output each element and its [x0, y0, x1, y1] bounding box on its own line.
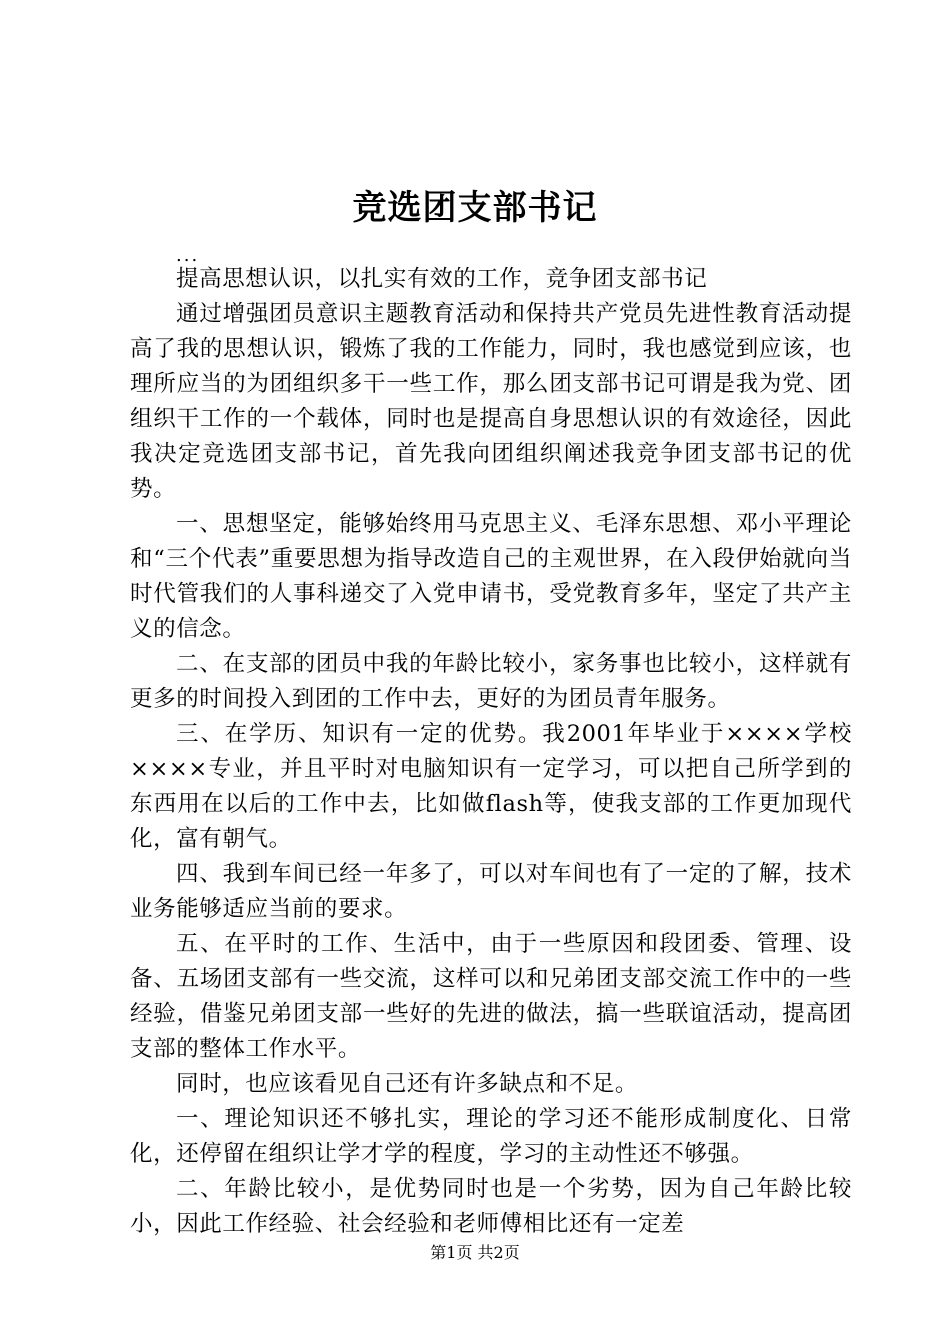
paragraph-subtitle: 提高思想认识，以扎实有效的工作，竞争团支部书记 [176, 266, 708, 292]
paragraph-shortcoming-1: 一、理论知识还不够扎实，理论的学习还不能形成制度化、日常化，还停留在组织让学才学的程度，学习的主动性还不够强。 [130, 1106, 852, 1167]
paragraph-advantage-4: 四、我到车间已经一年多了，可以对车间也有了一定的了解，技术业务能够适应当前的要求。 [130, 861, 852, 922]
document-title: 竞选团支部书记 [352, 188, 598, 228]
document-body [130, 262, 852, 1242]
paragraph-shortcoming-2: 二、年龄比较小，是优势同时也是一个劣势，因为自己年龄比较小，因此工作经验、社会经验和老师傅相比还有一定差 [130, 1176, 852, 1237]
paragraph-advantage-2: 二、在支部的团员中我的年龄比较小，家务事也比较小，这样就有更多的时间投入到团的工作中去，更好的为团员青年服务。 [130, 651, 852, 712]
page-number: 第1页 共2页 [430, 1243, 520, 1262]
paragraph-advantage-3: 三、在学历、知识有一定的优势。我2001年毕业于××××学校××××专业，并且平时对电脑知识有一定学习，可以把自己所学到的东西用在以后的工作中去，比如做flash等，使我支部的工作更加现代化，富有朝气。 [130, 721, 852, 852]
paragraph-intro: 通过增强团员意识主题教育活动和保持共产党员先进性教育活动提高了我的思想认识，锻炼了我的工作能力，同时，我也感觉到应该，也理所应当的为团组织多干一些工作，那么团支部书记可谓是我为党、团组织干工作的一个载体，同时也是提高自身思想认识的有效途径，因此我决定竞选团支部书记，首先我向团组织阐述我竞争团支部书记的优势。 [130, 301, 852, 502]
paragraph-advantage-1: 一、思想坚定，能够始终用马克思主义、毛泽东思想、邓小平理论和“三个代表”重要思想为指导改造自己的主观世界，在入段伊始就向当时代管我们的人事科递交了入党申请书，受党教育多年，坚定了共产主义的信念。 [130, 511, 852, 642]
paragraph-shortcomings-intro: 同时，也应该看见自己还有许多缺点和不足。 [176, 1071, 639, 1097]
ellipsis-marker: ... [176, 245, 200, 266]
paragraph-advantage-5: 五、在平时的工作、生活中，由于一些原因和段团委、管理、设备、五场团支部有一些交流，这样可以和兄弟团支部交流工作中的一些经验，借鉴兄弟团支部一些好的先进的做法，搞一些联谊活动，提高团支部的整体工作水平。 [130, 931, 852, 1062]
